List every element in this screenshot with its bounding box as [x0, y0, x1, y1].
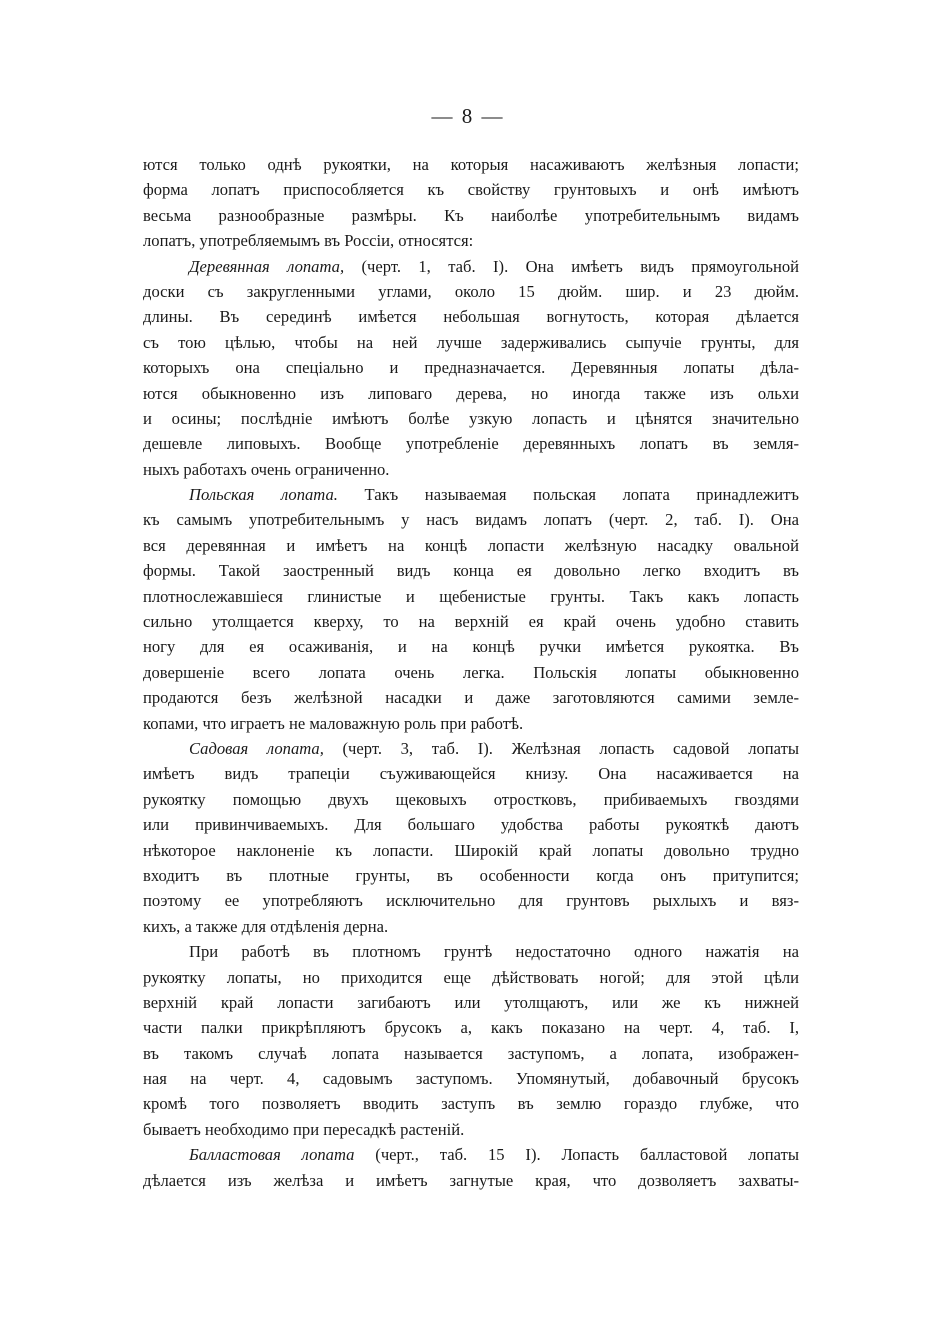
line-text: сильно утолщается кверху, то на верхній ея край очень удобно ставить [143, 612, 799, 632]
line-text: лопатъ, употребляемымъ въ Россіи, относятся: [143, 231, 474, 251]
line-text: дешевле липовыхъ. Вообще употребленіе деревянныхъ лопатъ въ земля- [143, 434, 799, 454]
text-line [143, 685, 799, 710]
body-text [143, 152, 799, 1193]
line-text: копами, что играетъ не маловажную роль при работѣ. [143, 713, 524, 733]
paragraph [143, 482, 799, 736]
text-line [143, 431, 799, 456]
line-text: ная на черт. 4, садовымъ заступомъ. Упомянутый, добавочный брусокъ [143, 1069, 799, 1089]
line-text: или привинчиваемыхъ. Для большаго удобства работы рукояткѣ даютъ [143, 815, 799, 835]
line-text: верхній край лопасти загибаютъ или утолщаютъ, или же къ нижней [143, 992, 799, 1012]
line-text: Такъ называемая польская лопата принадлежитъ [337, 485, 799, 505]
text-line [143, 457, 799, 482]
text-line [143, 228, 799, 253]
text-line [143, 355, 799, 380]
line-text: и осины; послѣдніе имѣютъ болѣе узкую лопасть и цѣнятся значительно [143, 408, 799, 428]
italic-term: Балластовая лопата [189, 1145, 355, 1165]
line-text: части палки прикрѣпляютъ брусокъ а, какъ показано на черт. 4, таб. I, [143, 1018, 799, 1038]
text-line [143, 736, 799, 761]
line-text: При работѣ въ плотномъ грунтѣ недостаточно одного нажатія на [189, 942, 799, 962]
text-line [143, 152, 799, 177]
line-text: продаются безъ желѣзной насадки и даже заготовляются самими земле- [143, 688, 799, 708]
line-text: рукоятку лопаты, но приходится еще дѣйствовать ногой; для этой цѣли [143, 967, 799, 987]
text-line [143, 939, 799, 964]
text-line [143, 203, 799, 228]
page-number: — 8 — [431, 104, 505, 128]
line-text: вся деревянная и имѣетъ на концѣ лопасти желѣзную насадку овальной [143, 535, 799, 555]
text-line [143, 1142, 799, 1167]
text-line [143, 1117, 799, 1142]
text-line [143, 1168, 799, 1193]
line-text: съ тою цѣлью, чтобы на ней лучше задерживались сыпучіе грунты, для [143, 332, 799, 352]
line-text: (черт. 3, таб. I). Желѣзная лопасть садовой лопаты [323, 738, 799, 758]
text-line [143, 838, 799, 863]
line-text: форма лопатъ приспособляется къ свойству грунтовыхъ и онѣ имѣютъ [143, 180, 799, 200]
text-line [143, 787, 799, 812]
line-text: дѣлается изъ желѣза и имѣетъ загнутые края, что дозволяетъ захваты- [143, 1170, 799, 1190]
line-text: ются обыкновенно изъ липоваго дерева, но иногда также изъ ольхи [143, 383, 799, 403]
text-line [143, 279, 799, 304]
line-text: доски съ закругленными углами, около 15 дюйм. шир. и 23 дюйм. [143, 281, 799, 301]
text-line [143, 381, 799, 406]
text-line [143, 863, 799, 888]
line-text: ныхъ работахъ очень ограниченно. [143, 459, 390, 479]
line-text: кихъ, а также для отдѣленія дерна. [143, 916, 389, 936]
text-line [143, 254, 799, 279]
text-line [143, 965, 799, 990]
line-text: нѣкоторое наклоненіе къ лопасти. Широкій край лопаты довольно трудно [143, 840, 799, 860]
text-line [143, 1041, 799, 1066]
text-line [143, 482, 799, 507]
line-text: входитъ въ плотные грунты, въ особенности когда онъ притупится; [143, 865, 799, 885]
italic-term: Садовая лопата, [189, 738, 324, 758]
text-line [143, 914, 799, 939]
text-line [143, 990, 799, 1015]
text-line [143, 406, 799, 431]
line-text: (черт. 1, таб. I). Она имѣетъ видъ прямоугольной [344, 256, 799, 276]
line-text: имѣетъ видъ трапеціи съуживающейся книзу. Она насаживается на [143, 764, 799, 784]
line-text: довершеніе всего лопата очень легка. Польскія лопаты обыкновенно [143, 662, 799, 682]
text-line [143, 533, 799, 558]
text-line [143, 304, 799, 329]
line-text: которыхъ она спеціально и предназначается. Деревянныя лопаты дѣла- [143, 358, 799, 378]
text-line [143, 177, 799, 202]
text-line [143, 1015, 799, 1040]
paragraph [143, 254, 799, 483]
italic-term: Польская лопата. [189, 485, 338, 505]
line-text: кромѣ того позволяетъ вводить заступъ въ землю гораздо глубже, что [143, 1094, 799, 1114]
text-line [143, 711, 799, 736]
paragraph [143, 736, 799, 939]
text-line [143, 558, 799, 583]
text-line [143, 761, 799, 786]
text-line [143, 888, 799, 913]
line-text: (черт., таб. 15 I). Лопасть балластовой лопаты [354, 1145, 799, 1165]
text-line [143, 812, 799, 837]
line-text: поэтому ее употребляютъ исключительно для грунтовъ рыхлыхъ и вяз- [143, 891, 799, 911]
text-line [143, 1091, 799, 1116]
text-line [143, 1066, 799, 1091]
text-line [143, 660, 799, 685]
paragraph [143, 1142, 799, 1193]
paragraph [143, 152, 799, 254]
line-text: рукоятку помощью двухъ щековыхъ отростковъ, прибиваемыхъ гвоздями [143, 789, 799, 809]
italic-term: Деревянная лопата, [189, 256, 345, 276]
line-text: плотнослежавшіеся глинистые и щебенистые грунты. Такъ какъ лопасть [143, 586, 799, 606]
text-line [143, 507, 799, 532]
line-text: ногу для ея осаживанія, и на концѣ ручки имѣется рукоятка. Въ [143, 637, 799, 657]
line-text: ются только однѣ рукоятки, на которыя насаживаютъ желѣзныя лопасти; [143, 155, 799, 174]
text-line [143, 634, 799, 659]
line-text: къ самымъ употребительнымъ у насъ видамъ лопатъ (черт. 2, таб. I). Она [143, 510, 799, 530]
text-line [143, 330, 799, 355]
line-text: формы. Такой заостренный видъ конца ея довольно легко входитъ въ [143, 561, 799, 581]
line-text: весьма разнообразные размѣры. Къ наиболѣе употребительнымъ видамъ [143, 205, 799, 225]
paragraph [143, 939, 799, 1142]
line-text: длины. Въ серединѣ имѣется небольшая вогнутость, которая дѣлается [143, 307, 799, 327]
text-line [143, 609, 799, 634]
line-text: въ такомъ случаѣ лопата называется заступомъ, а лопата, изображен- [143, 1043, 799, 1063]
line-text: бываетъ необходимо при пересадкѣ растеній. [143, 1119, 465, 1139]
text-line [143, 584, 799, 609]
